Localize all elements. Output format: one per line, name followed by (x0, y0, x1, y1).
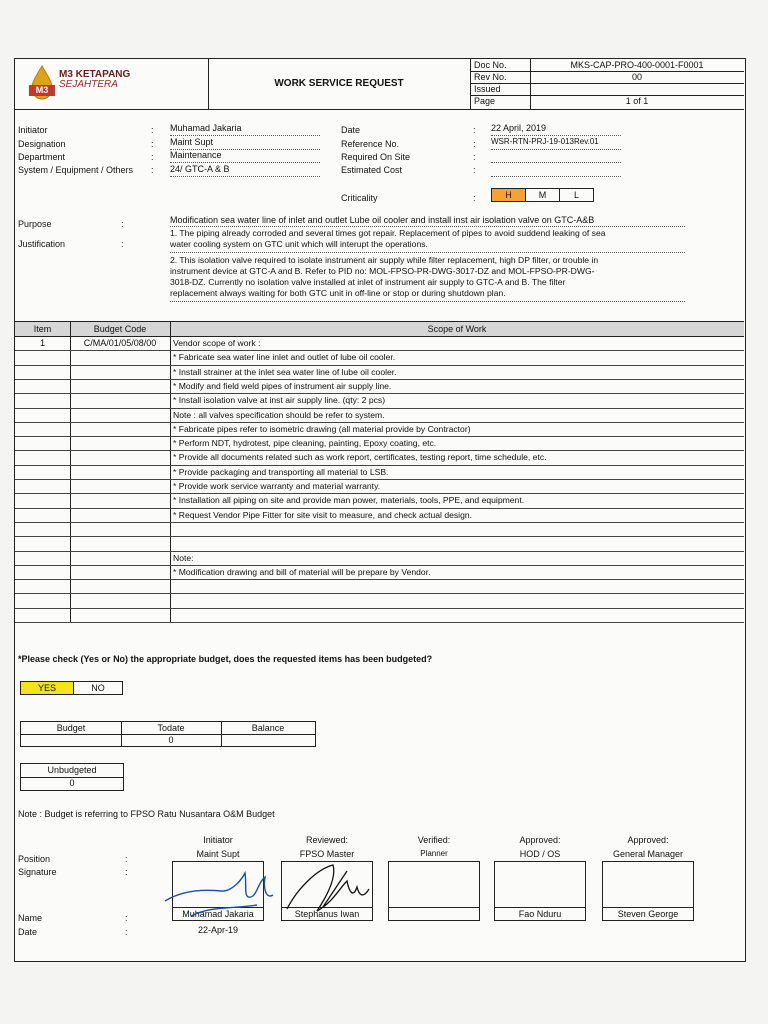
signoff-position: FPSO Master (299, 849, 355, 859)
colon: : (125, 927, 128, 937)
signoff-position: HOD / OS (519, 849, 561, 859)
rev-no-label: Rev No. (474, 72, 507, 82)
unbudgeted-label: Unbudgeted (47, 765, 97, 775)
purpose-text: Modification sea water line of inlet and outlet Lube oil cooler and install inst air isolation valve on GTC-A&B (170, 215, 595, 225)
scope-row-text: * Fabricate sea water line inlet and outlet of lube oil cooler. (173, 352, 396, 363)
date-row-label: Date (18, 927, 38, 937)
scope-row-text: * Provide work service warranty and material warranty. (173, 481, 381, 491)
justification-para2-line4: replacement always waiting for both GTC unit in off-line or stop or during shutdown plan. (170, 288, 506, 298)
colon: : (473, 193, 476, 203)
todate-header: Todate (157, 723, 185, 733)
logo-line2: SEJAHTERA (59, 79, 118, 90)
budget-table (20, 721, 316, 747)
budget-no-option[interactable]: NO (73, 681, 123, 695)
scope-row-line (15, 408, 744, 409)
signature-row-label: Signature (18, 867, 57, 877)
scope-row-text: Note: (173, 552, 194, 563)
budget-code-value: C/MA/01/05/08/00 (83, 338, 157, 348)
scope-header: Scope of Work (427, 324, 487, 334)
scope-row-line (15, 379, 744, 380)
signoff-name: Fao Nduru (518, 909, 562, 919)
logo-badge: M3 (29, 85, 55, 96)
reviewer-signature (277, 859, 387, 919)
signoff-role: Initiator (203, 835, 233, 845)
system-value: 24/ GTC-A & B (170, 164, 230, 174)
justification-para1-line2: water cooling system on GTC unit which will interupt the operations. (170, 239, 428, 249)
colon: : (473, 139, 476, 149)
scope-row-line (15, 522, 744, 523)
scope-row-text: * Modification drawing and bill of material will be prepare by Vendor. (173, 566, 431, 577)
purpose-label: Purpose (18, 219, 52, 229)
scope-row-line (15, 622, 744, 623)
scope-row-line (15, 450, 744, 451)
form-header (15, 59, 744, 110)
issued-label: Issued (474, 84, 501, 94)
scope-row-line (15, 422, 744, 423)
scope-row-line (15, 579, 744, 580)
form-title: WORK SERVICE REQUEST (274, 78, 404, 89)
signoff-date: 22-Apr-19 (197, 925, 239, 935)
scope-row-line (15, 565, 744, 566)
budget-yes-option[interactable]: YES (20, 681, 74, 695)
department-value: Maintenance (170, 150, 222, 160)
scope-row-text: * Provide all documents related such as work report, certificates, testing report, time schedule, etc. (173, 452, 547, 463)
initiator-value: Muhamad Jakaria (170, 123, 242, 133)
scope-row-line (15, 536, 744, 537)
colon: : (121, 219, 124, 229)
colon: : (151, 165, 154, 175)
rev-no-value: 00 (631, 72, 642, 82)
date-label: Date (341, 125, 361, 135)
colon: : (125, 867, 128, 877)
justification-para2-line3: 3018-DZ. Currently no isolation valve installed at inlet of instrument air supply to GTC-A and B. The filter (170, 277, 566, 287)
justification-label: Justification (18, 239, 66, 249)
budget-code-header: Budget Code (93, 324, 147, 334)
justification-para2-line1: 2. This isolation valve required to isolate instrument air supply while filter replacement, high DP filter, or trouble in (170, 255, 599, 265)
colon: : (151, 152, 154, 162)
department-label: Department (18, 152, 66, 162)
scope-row-text: * Installation all piping on site and provide man power, materials, tools, PPE, and equipment. (173, 495, 525, 506)
logo-line1: M3 KETAPANG (59, 69, 131, 80)
signoff-position: General Manager (612, 849, 684, 859)
initiator-label: Initiator (18, 125, 48, 135)
colon: : (151, 125, 154, 135)
scope-row-line (15, 393, 744, 394)
signoff-role: Reviewed: (305, 835, 349, 845)
designation-value: Maint Supt (170, 137, 214, 147)
scope-row-line (15, 365, 744, 366)
budget-header: Budget (56, 723, 86, 733)
item-number: 1 (39, 338, 45, 348)
scope-row-line (15, 465, 744, 466)
scope-row-line (15, 593, 744, 594)
colon: : (473, 125, 476, 135)
designation-label: Designation (18, 139, 66, 149)
colon: : (121, 239, 124, 249)
scope-row-text: * Modify and field weld pipes of instrument air supply line. (173, 380, 392, 391)
todate-value: 0 (168, 735, 174, 745)
position-row-label: Position (18, 854, 51, 864)
scope-row-text: Note : all valves specification should be refer to system. (173, 409, 385, 420)
scope-row-text: Vendor scope of work : (173, 338, 261, 348)
signoff-name: Muhamad Jakaria (182, 909, 254, 919)
signature-box[interactable] (388, 861, 480, 921)
signoff-role: Approved: (627, 835, 669, 845)
page-value: 1 of 1 (625, 96, 649, 106)
unbudgeted-value: 0 (69, 778, 75, 788)
estimated-cost-label: Estimated Cost (341, 165, 403, 175)
signoff-position: Planner (420, 849, 448, 858)
signoff-position: Maint Supt (196, 849, 240, 859)
colon: : (473, 165, 476, 175)
colon: : (125, 913, 128, 923)
scope-row-text: * Provide packaging and transporting all material to LSB. (173, 466, 389, 477)
scope-row-text: * Request Vendor Pipe Fitter for site visit to measure, and check actual design. (173, 509, 473, 520)
initiator-signature (161, 861, 281, 931)
colon: : (125, 854, 128, 864)
reference-value: WSR-RTN-PRJ-19-013Rev.01 (491, 137, 599, 146)
scope-row-line (15, 608, 744, 609)
justification-para1-line1: 1. The piping already corroded and several times got repair. Replacement of pipes to avoid suddend leaking of sea (170, 228, 606, 238)
form-page (14, 58, 746, 962)
budget-question: *Please check (Yes or No) the appropriate budget, does the requested items has been budgeted? (18, 654, 433, 664)
page-label: Page (474, 96, 496, 106)
signature-name-divider (603, 907, 693, 908)
scope-row-text: * Install isolation valve at inst air supply line. (qty: 2 pcs) (173, 395, 386, 406)
scope-row-line (15, 551, 744, 552)
signoff-role: Verified: (417, 835, 451, 845)
reference-label: Reference No. (341, 139, 400, 149)
signature-box[interactable] (494, 861, 586, 921)
scope-table (15, 321, 744, 623)
scope-row-line (15, 350, 744, 351)
date-value: 22 April, 2019 (491, 123, 547, 133)
signature-name-divider (495, 907, 585, 908)
signature-box[interactable] (602, 861, 694, 921)
signoff-role: Approved: (519, 835, 561, 845)
balance-header: Balance (251, 723, 285, 733)
signature-name-divider (389, 907, 479, 908)
scope-row-text: * Perform NDT, hydrotest, pipe cleaning, painting, Epoxy coating, etc. (173, 438, 437, 449)
unbudgeted-table (20, 763, 124, 791)
scope-row-line (15, 436, 744, 437)
doc-no-value: MKS-CAP-PRO-400-0001-F0001 (570, 60, 704, 70)
scope-row-line (15, 493, 744, 494)
scope-row-line (15, 508, 744, 509)
signoff-name: Steven George (617, 909, 679, 919)
company-logo (29, 65, 55, 101)
doc-no-label: Doc No. (474, 60, 507, 70)
system-label: System / Equipment / Others (18, 165, 134, 175)
criticality-label: Criticality (341, 193, 378, 203)
budget-note: Note : Budget is referring to FPSO Ratu Nusantara O&M Budget (18, 809, 275, 819)
criticality-h[interactable]: H (491, 188, 526, 202)
name-row-label: Name (18, 913, 43, 923)
colon: : (151, 139, 154, 149)
item-header: Item (33, 324, 52, 334)
justification-para2-line2: instrument device at GTC-A and B. Refer to PID no: MOL-FPSO-PR-DWG-3017-DZ and MOL-FPSO-PR-DWG- (170, 266, 595, 276)
signoff-name: Stephanus Iwan (294, 909, 360, 919)
criticality-l[interactable]: L (559, 188, 594, 202)
criticality-m[interactable]: M (525, 188, 560, 202)
colon: : (473, 152, 476, 162)
required-on-site-label: Required On Site (341, 152, 411, 162)
scope-row-text: * Install strainer at the inlet sea water line of lube oil cooler. (173, 366, 397, 377)
scope-row-text: * Fabricate pipes refer to isometric drawing (all material provide by Contractor) (173, 423, 471, 434)
scope-row-line (15, 479, 744, 480)
